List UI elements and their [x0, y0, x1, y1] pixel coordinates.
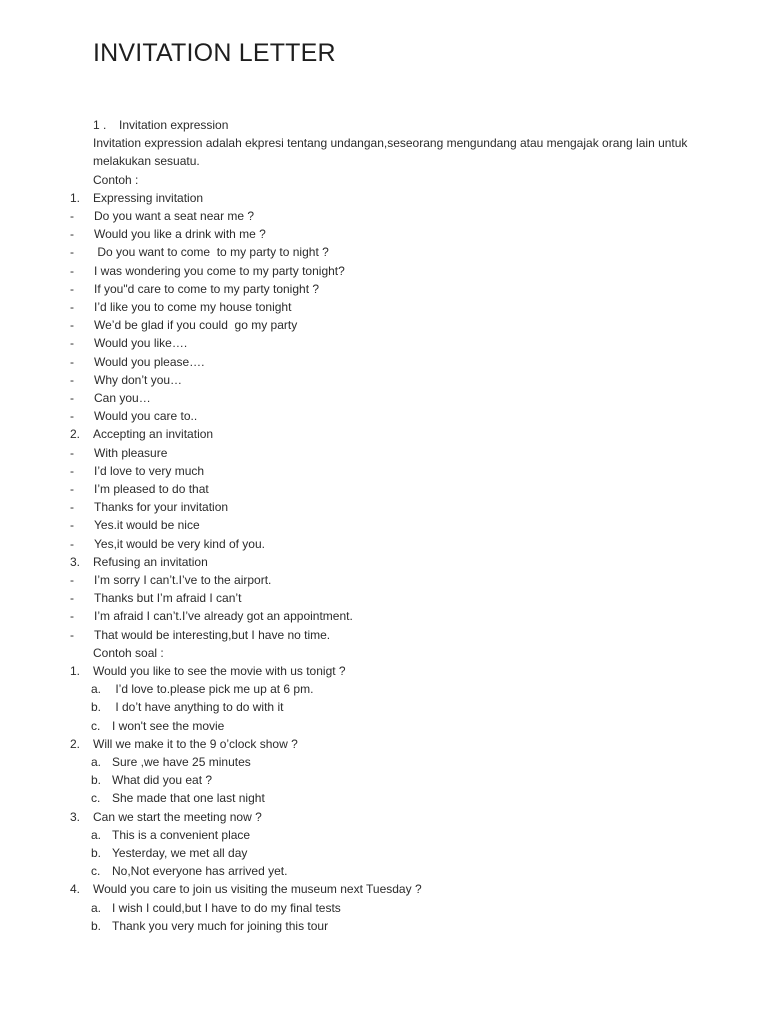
bullet-marker: -	[70, 536, 74, 551]
list-item: Yes.it would be nice	[94, 518, 200, 533]
bullet-marker: -	[70, 227, 74, 242]
list-item: I’d love to very much	[94, 463, 205, 478]
bullet-marker: -	[70, 318, 74, 333]
list-item: With pleasure	[94, 445, 168, 460]
option-text: No,Not everyone has arrived yet.	[112, 864, 288, 879]
section-number: 1.	[70, 190, 81, 205]
option-letter: c.	[91, 718, 101, 733]
bullet-marker: -	[70, 463, 74, 478]
bullet-marker: -	[70, 609, 74, 624]
question-text: Can we start the meeting now ?	[93, 809, 262, 824]
list-item: That would be interesting,but I have no time.	[94, 627, 331, 642]
question-text: Would you like to see the movie with us tonigt ?	[93, 664, 346, 678]
bullet-marker: -	[70, 245, 74, 260]
option-letter: a.	[91, 755, 102, 769]
option-letter: b.	[91, 846, 102, 860]
question-number: 2.	[70, 736, 81, 751]
bullet-marker: -	[70, 336, 74, 351]
bullet-marker: -	[70, 209, 74, 223]
list-item: Would you like a drink with me ?	[94, 227, 266, 242]
list-item: I’m sorry I can’t.I’ve to the airport.	[94, 573, 272, 587]
option-text: Thank you very much for joining this tour	[112, 918, 329, 933]
page-title: INVITATION LETTER	[93, 39, 336, 67]
contoh-label: Contoh :	[93, 172, 139, 187]
list-item: Why don’t you…	[94, 372, 183, 387]
question-number: 4.	[70, 882, 81, 897]
option-text: She made that one last night	[112, 791, 265, 806]
option-letter: a.	[91, 900, 102, 915]
option-letter: c.	[91, 864, 101, 879]
section-number: 3.	[70, 554, 81, 569]
intro-paragraph: Invitation expression adalah ekpresi tentang undangan,seseorang mengundang atau mengajak orang lain untuk	[93, 136, 688, 151]
bullet-marker: -	[70, 500, 74, 515]
question-text: Will we make it to the 9 o’clock show ?	[93, 736, 298, 751]
bullet-marker: -	[70, 482, 74, 496]
question-number: 1.	[70, 664, 81, 678]
option-letter: a.	[91, 682, 102, 697]
option-text: Sure ,we have 25 minutes	[112, 755, 251, 769]
list-item: Do you want to come to my party to night ?	[94, 245, 329, 260]
section-number: 2.	[70, 427, 81, 442]
list-item: I was wondering you come to my party tonight?	[94, 263, 345, 278]
intro-heading: Invitation expression	[119, 118, 229, 132]
list-item: Thanks for your invitation	[94, 500, 229, 515]
list-item: If you"d care to come to my party tonight ?	[94, 281, 320, 296]
intro-heading-number: 1 .	[93, 118, 107, 132]
option-letter: c.	[91, 791, 101, 806]
intro-paragraph-continued: melakukan sesuatu.	[93, 154, 200, 169]
list-item: We’d be glad if you could go my party	[94, 318, 298, 333]
bullet-marker: -	[70, 573, 74, 587]
bullet-marker: -	[70, 281, 74, 296]
list-item: Would you care to..	[94, 409, 198, 424]
list-item: I’m pleased to do that	[94, 482, 209, 496]
option-letter: b.	[91, 700, 102, 715]
bullet-marker: -	[70, 445, 74, 460]
option-text: What did you eat ?	[112, 773, 213, 788]
bullet-marker: -	[70, 409, 74, 424]
section-title: Expressing invitation	[93, 190, 204, 205]
bullet-marker: -	[70, 391, 74, 405]
list-item: Can you…	[94, 391, 151, 405]
contoh-soal-label: Contoh soal :	[93, 645, 164, 660]
option-text: I do’t have anything to do with it	[112, 700, 284, 715]
list-item: Would you like….	[94, 336, 188, 351]
bullet-marker: -	[70, 354, 74, 369]
bullet-marker: -	[70, 518, 74, 533]
option-text: I wish I could,but I have to do my final tests	[112, 900, 341, 915]
option-letter: b.	[91, 773, 102, 788]
list-item: I’m afraid I can’t.I’ve already got an appointment.	[94, 609, 353, 624]
question-text: Would you care to join us visiting the museum next Tuesday ?	[93, 882, 422, 897]
option-letter: a.	[91, 827, 102, 842]
option-text: I’d love to.please pick me up at 6 pm.	[112, 682, 314, 697]
bullet-marker: -	[70, 591, 74, 606]
list-item: Would you please….	[94, 354, 205, 369]
section-title: Accepting an invitation	[93, 427, 214, 442]
question-number: 3.	[70, 809, 81, 824]
option-text: I won't see the movie	[112, 718, 225, 733]
option-text: Yesterday, we met all day	[112, 846, 248, 860]
list-item: Yes,it would be very kind of you.	[94, 536, 265, 551]
bullet-marker: -	[70, 627, 74, 642]
bullet-marker: -	[70, 300, 74, 314]
section-title: Refusing an invitation	[93, 554, 208, 569]
bullet-marker: -	[70, 263, 74, 278]
list-item: Thanks but I’m afraid I can’t	[94, 591, 242, 606]
bullet-marker: -	[70, 372, 74, 387]
list-item: I’d like you to come my house tonight	[94, 300, 292, 314]
list-item: Do you want a seat near me ?	[94, 209, 255, 223]
option-letter: b.	[91, 918, 102, 933]
option-text: This is a convenient place	[112, 827, 251, 842]
